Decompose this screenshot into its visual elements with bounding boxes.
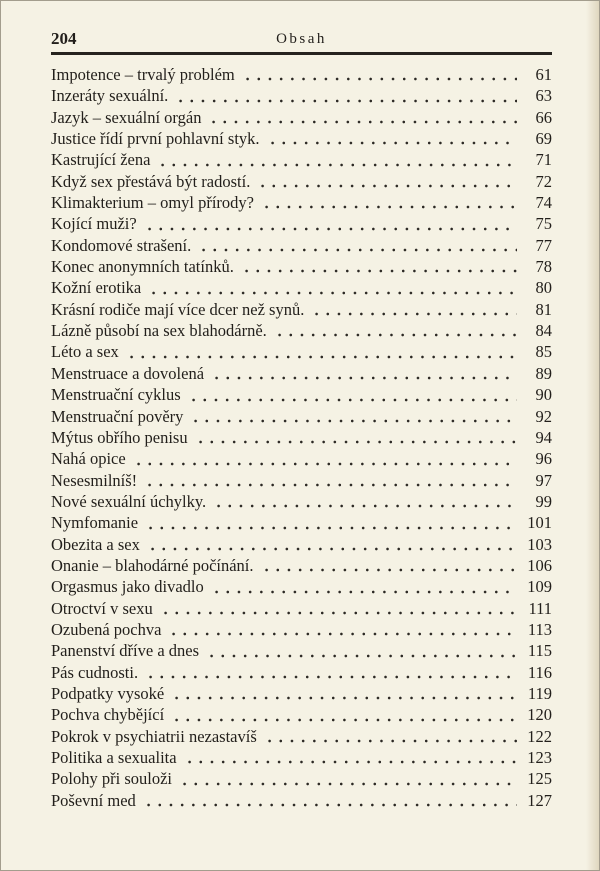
toc-entry-page: 75 <box>535 214 552 234</box>
dot-leader <box>168 632 517 636</box>
dot-leader <box>198 248 517 252</box>
dot-leader <box>171 696 517 700</box>
toc-entry-page: 74 <box>535 193 552 213</box>
toc-entry-page: 113 <box>527 619 552 639</box>
toc-entry-title: Když sex přestává být radostí. <box>51 171 251 191</box>
dot-leader <box>145 675 517 679</box>
dot-leader <box>144 227 517 231</box>
running-title: Obsah <box>276 31 327 47</box>
toc-entry <box>51 406 552 427</box>
toc-entry-page: 85 <box>535 342 552 362</box>
dot-leader <box>257 184 517 188</box>
toc-entry-page: 122 <box>527 726 552 746</box>
toc-entry-title: Ozubená pochva <box>51 619 162 639</box>
toc-entry-title: Kojící muži? <box>51 214 137 234</box>
toc-entry <box>51 576 552 597</box>
toc-entry-page: 69 <box>535 129 552 149</box>
dot-leader <box>311 312 517 316</box>
dot-leader <box>190 419 517 423</box>
toc-entry-page: 84 <box>535 321 552 341</box>
toc-entry-page: 120 <box>527 705 552 725</box>
toc-entry <box>51 534 552 555</box>
toc-entry-page: 71 <box>535 150 552 170</box>
toc-entry <box>51 149 552 170</box>
toc-entry <box>51 726 552 747</box>
toc-entry-page: 99 <box>535 491 552 511</box>
toc-entry-title: Justice řídí první pohlavní styk. <box>51 129 260 149</box>
toc-entry-page: 111 <box>528 598 552 618</box>
dot-leader <box>171 718 517 722</box>
toc-entry <box>51 107 552 128</box>
toc-entry-title: Politika a sexualita <box>51 748 177 767</box>
toc-entry-title: Klimakterium – omyl přírody? <box>51 193 255 213</box>
dot-leader <box>143 803 517 807</box>
toc-entry <box>51 363 552 384</box>
toc-entry <box>51 213 552 234</box>
toc-entry-page: 127 <box>527 790 552 810</box>
dot-leader <box>175 99 517 103</box>
dot-leader <box>157 163 517 167</box>
toc-entry <box>51 491 552 512</box>
toc-entry-title: Pás cudnosti. <box>51 662 139 682</box>
dot-leader <box>179 782 517 786</box>
toc-entry-page: 109 <box>527 577 552 597</box>
toc-entry-title: Poševní med <box>51 790 136 810</box>
toc-entry-page: 77 <box>535 235 552 255</box>
toc-entry-page: 101 <box>527 513 552 533</box>
dot-leader <box>188 398 517 402</box>
toc-entry <box>51 235 552 256</box>
toc-entry <box>51 683 552 704</box>
toc-entry-title: Otroctví v sexu <box>51 598 153 618</box>
dot-leader <box>126 355 517 359</box>
toc-entry <box>51 640 552 661</box>
toc-entry-title: Menstruační pověry <box>51 406 184 426</box>
toc-entry-page: 61 <box>535 65 552 84</box>
toc-entry-title: Nahá opice <box>51 449 126 469</box>
toc-entry-title: Impotence – trvalý problém <box>51 65 235 84</box>
toc-entry-page: 78 <box>535 257 552 277</box>
toc-entry-title: Konec anonymních tatínků. <box>51 257 234 277</box>
toc-list <box>51 64 552 811</box>
toc-entry-title: Orgasmus jako divadlo <box>51 577 204 597</box>
toc-entry <box>51 662 552 683</box>
toc-entry-title: Nymfomanie <box>51 513 139 533</box>
toc-entry <box>51 171 552 192</box>
dot-leader <box>261 568 517 572</box>
dot-leader <box>241 269 517 273</box>
toc-entry <box>51 598 552 619</box>
toc-entry-page: 96 <box>535 449 552 469</box>
toc-entry-page: 115 <box>527 641 552 661</box>
toc-entry-page: 81 <box>535 299 552 319</box>
toc-entry <box>51 384 552 405</box>
dot-leader <box>160 611 517 615</box>
toc-entry-title: Jazyk – sexuální orgán <box>51 107 202 127</box>
dot-leader <box>211 376 517 380</box>
dot-leader <box>144 483 517 487</box>
toc-entry <box>51 470 552 491</box>
toc-entry <box>51 555 552 576</box>
toc-entry-page: 106 <box>527 555 552 575</box>
toc-entry <box>51 448 552 469</box>
toc-entry-title: Polohy při souloži <box>51 769 173 789</box>
toc-entry-title: Pokrok v psychiatrii nezastavíš <box>51 726 257 746</box>
toc-entry-page: 125 <box>527 769 552 789</box>
toc-entry <box>51 704 552 725</box>
toc-entry-page: 72 <box>535 171 552 191</box>
toc-entry-title: Kondomové strašení. <box>51 235 192 255</box>
toc-entry <box>51 768 552 789</box>
toc-entry <box>51 512 552 533</box>
dot-leader <box>145 526 517 530</box>
toc-entry-title: Menstruační cyklus <box>51 385 181 405</box>
toc-entry <box>51 277 552 298</box>
toc-entry-page: 103 <box>527 534 552 554</box>
dot-leader <box>274 333 517 337</box>
dot-leader <box>133 462 517 466</box>
toc-entry <box>51 128 552 149</box>
dot-leader <box>213 504 517 508</box>
toc-entry-title: Léto a sex <box>51 342 119 362</box>
toc-entry-title: Inzeráty sexuální. <box>51 86 169 106</box>
toc-entry <box>51 619 552 640</box>
toc-entry-page: 66 <box>535 107 552 127</box>
toc-entry-title: Nesesmilníš! <box>51 470 138 490</box>
toc-entry-page: 97 <box>535 470 552 490</box>
folio-number: 204 <box>51 29 77 48</box>
toc-entry <box>51 299 552 320</box>
toc-entry <box>51 192 552 213</box>
toc-entry <box>51 64 552 85</box>
toc-entry <box>51 427 552 448</box>
toc-entry-page: 94 <box>535 427 552 447</box>
toc-entry-page: 90 <box>535 385 552 405</box>
dot-leader <box>184 760 517 764</box>
toc-entry-title: Podpatky vysoké <box>51 683 165 703</box>
toc-entry <box>51 320 552 341</box>
dot-leader <box>208 120 517 124</box>
toc-entry-page: 119 <box>527 683 552 703</box>
toc-entry <box>51 256 552 277</box>
toc-entry-title: Obezita a sex <box>51 534 140 554</box>
toc-entry-page: 92 <box>535 406 552 426</box>
dot-leader <box>147 547 517 551</box>
toc-entry-title: Pochva chybějící <box>51 705 165 725</box>
toc-entry-title: Kožní erotika <box>51 278 142 298</box>
toc-entry-page: 80 <box>535 278 552 298</box>
toc-entry-page: 123 <box>527 748 552 767</box>
dot-leader <box>264 739 517 743</box>
dot-leader <box>261 205 517 209</box>
toc-entry <box>51 747 552 768</box>
page-header <box>51 30 552 48</box>
toc-entry <box>51 85 552 106</box>
dot-leader <box>211 590 517 594</box>
toc-entry-title: Nové sexuální úchylky. <box>51 491 207 511</box>
toc-entry-page: 63 <box>535 86 552 106</box>
toc-entry <box>51 341 552 362</box>
toc-entry-title: Kastrující žena <box>51 150 151 170</box>
dot-leader <box>242 77 517 81</box>
header-rule <box>51 52 552 55</box>
toc-entry-title: Menstruace a dovolená <box>51 363 205 383</box>
toc-entry-page: 116 <box>527 662 552 682</box>
toc-entry-title: Lázně působí na sex blahodárně. <box>51 321 267 341</box>
toc-entry-title: Mýtus obřího penisu <box>51 427 188 447</box>
dot-leader <box>148 291 517 295</box>
toc-entry-title: Onanie – blahodárné počínání. <box>51 555 254 575</box>
dot-leader <box>206 654 517 658</box>
toc-entry <box>51 790 552 811</box>
toc-entry-title: Panenství dříve a dnes <box>51 641 200 661</box>
dot-leader <box>195 440 517 444</box>
toc-entry-title: Krásní rodiče mají více dcer než synů. <box>51 299 305 319</box>
toc-entry-page: 89 <box>535 363 552 383</box>
dot-leader <box>267 141 517 145</box>
